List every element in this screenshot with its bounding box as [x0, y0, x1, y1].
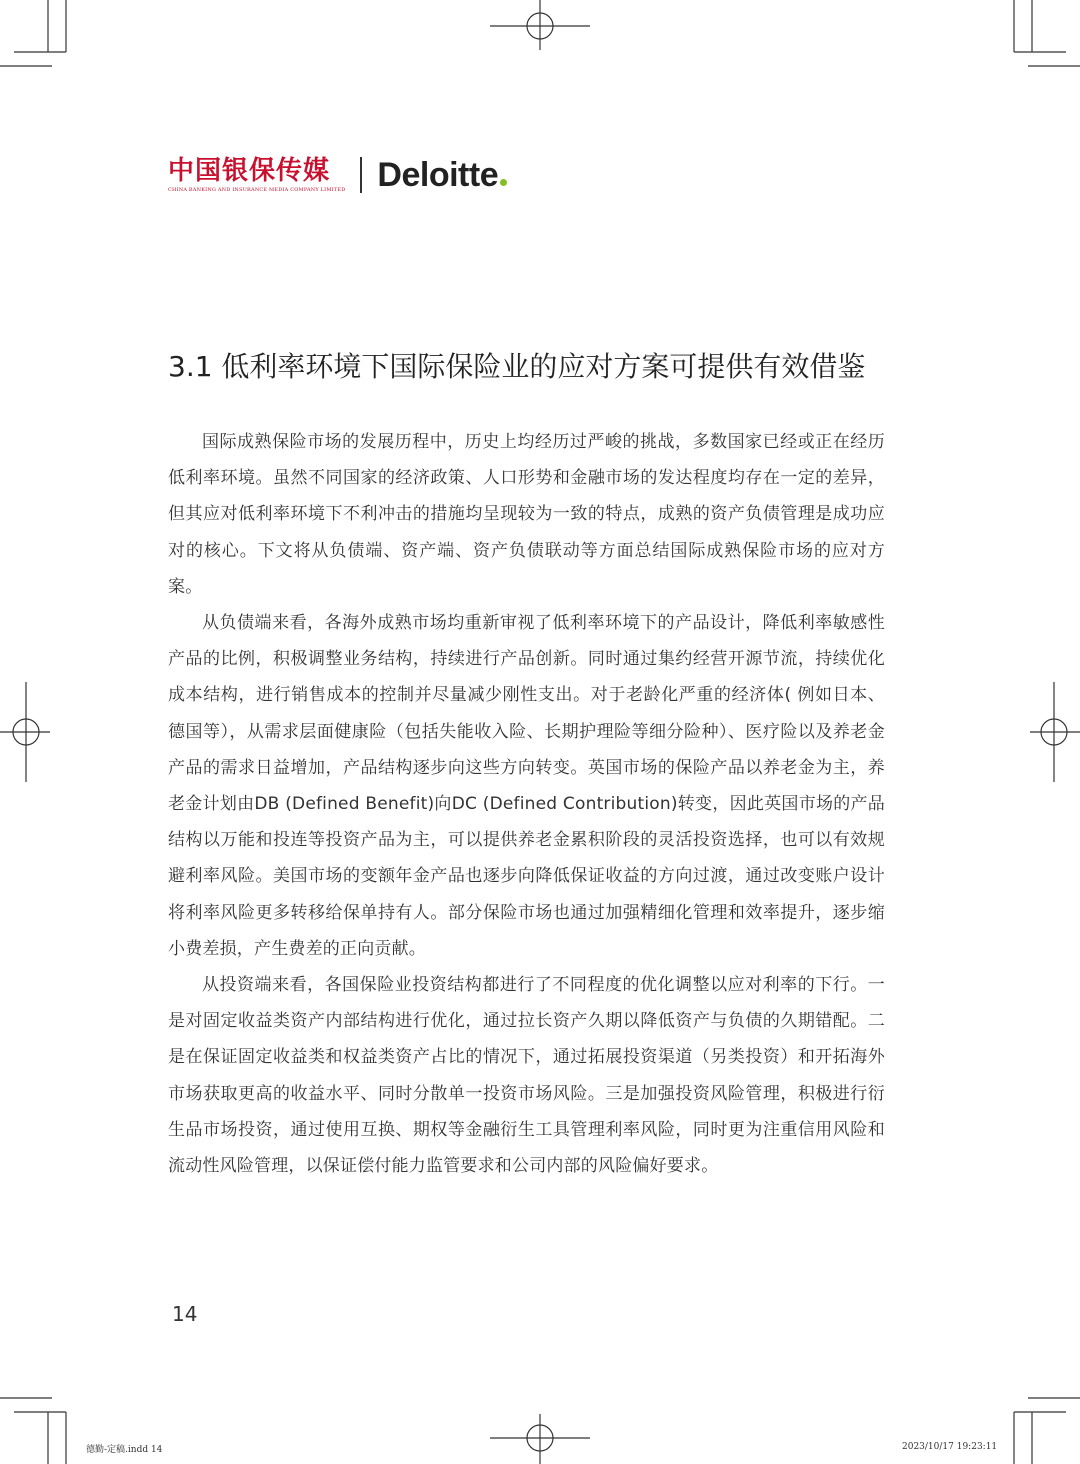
- paragraph-intro: 国际成熟保险市场的发展历程中，历史上均经历过严峻的挑战，多数国家已经或正在经历低利率环境。虽然不同国家的经济政策、人口形势和金融市场的发达程度均存在一定的差异，但其应对低利率环境下不利冲击的措施均呈现较为一致的特点，成熟的资产负债管理是成功应对的核心。下文将从负债端、资产端、资产负债联动等方面总结国际成熟保险市场的应对方案。: [168, 432, 885, 597]
- print-slug-filename: 德勤-定稿.indd 14: [86, 1445, 163, 1455]
- section-title: 3.1 低利率环境下国际保险业的应对方案可提供有效借鉴: [168, 350, 866, 383]
- cbim-logo-english: CHINA BANKING AND INSURANCE MEDIA COMPANY LIMITED: [168, 187, 346, 193]
- paragraph-investment-side: 从投资端来看，各国保险业投资结构都进行了不同程度的优化调整以应对利率的下行。一是对固定收益类资产内部结构进行优化，通过拉长资产久期以降低资产与负债的久期错配。二是在保证固定收益类和权益类资产占比的情况下，通过拓展投资渠道（另类投资）和开拓海外市场获取更高的收益水平、同时分散单一投资市场风险。三是加强投资风险管理，积极进行衍生品市场投资，通过使用互换、期权等金融衍生工具管理利率风险，同时更为注重信用风险和流动性风险管理，以保证偿付能力监管要求和公司内部的风险偏好要求。: [168, 975, 885, 1177]
- deloitte-logo: [377, 155, 507, 195]
- registration-mark-top: [490, 0, 590, 50]
- deloitte-green-dot-icon: [500, 179, 507, 186]
- cbim-logo-chinese: 中国银保传媒: [168, 156, 331, 186]
- registration-mark-bottom: [490, 1414, 590, 1464]
- cbim-logo: [168, 156, 345, 194]
- deloitte-wordmark: Deloitte: [377, 156, 499, 194]
- registration-mark-left: [0, 682, 50, 782]
- body-text: [168, 424, 885, 1184]
- header-logos: [168, 150, 507, 200]
- page-number: 14: [172, 1302, 198, 1326]
- paragraph-liability-side: 从负债端来看，各海外成熟市场均重新审视了低利率环境下的产品设计，降低利率敏感性产品的比例，积极调整业务结构，持续进行产品创新。同时通过集约经营开源节流，持续优化成本结构，进行销售成本的控制并尽量减少刚性支出。对于老龄化严重的经济体( 例如日本、德国等），从需求层面健康险（包括失能收入险、长期护理险等细分险种）、医疗险以及养老金产品的需求日益增加，产品结构逐步向这些方向转变。英国市场的保险产品以养老金为主，养老金计划由DB (Defined Benefit)向DC (Defined Contribution)转变，因此英国市场的产品结构以万能和投连等投资产品为主，可以提供养老金累积阶段的灵活投资选择，也可以有效规避利率风险。美国市场的变额年金产品也逐步向降低保证收益的方向过渡，通过改变账户设计将利率风险更多转移给保单持有人。部分保险市场也通过加强精细化管理和效率提升，逐步缩小费差损，产生费差的正向贡献。: [168, 613, 885, 959]
- print-slug-timestamp: 2023/10/17 19:23:11: [902, 1442, 998, 1452]
- registration-mark-right: [1030, 682, 1080, 782]
- logo-divider: [360, 157, 362, 193]
